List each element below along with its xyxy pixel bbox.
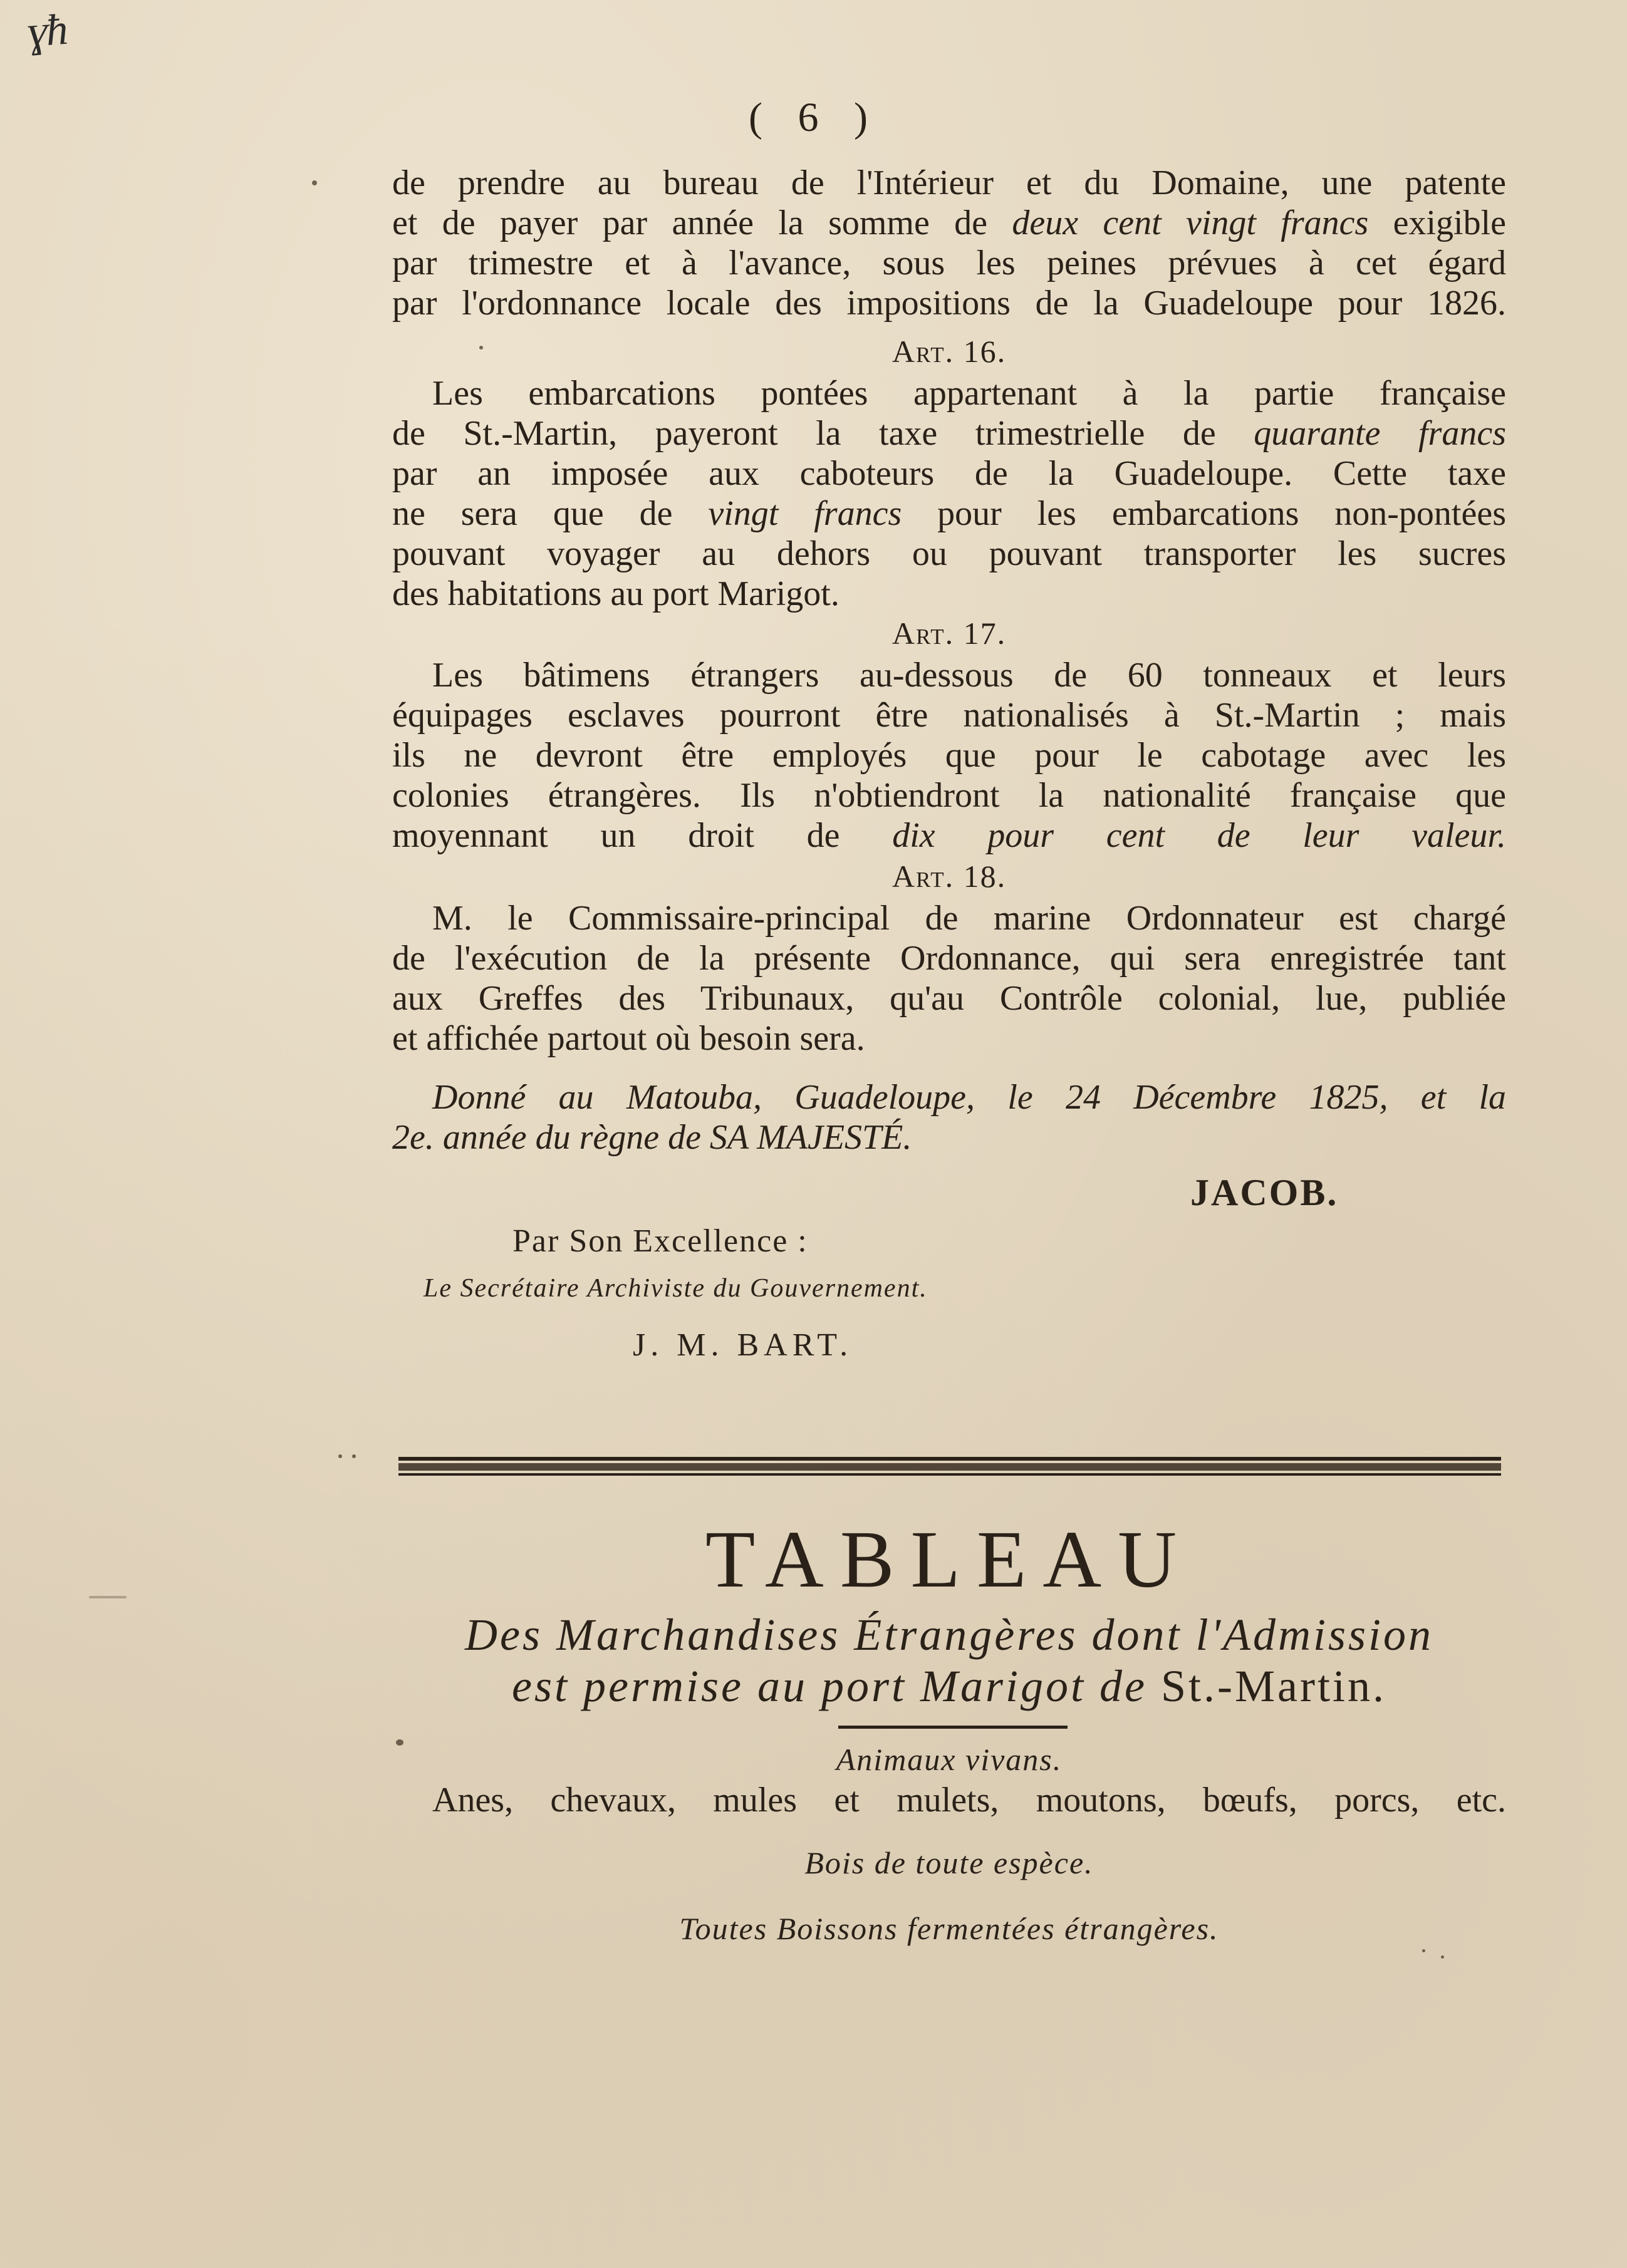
intro-paragraph xyxy=(392,163,1506,323)
art17-line-3 xyxy=(392,735,1506,775)
article-16-heading: Art. 16. xyxy=(891,334,1007,369)
intro-line-2 xyxy=(392,203,1506,243)
paper-speck xyxy=(352,1454,356,1458)
italic-amount: quarante francs xyxy=(1254,414,1506,453)
intro-line-3 xyxy=(392,243,1506,283)
art16-line-3 xyxy=(392,453,1506,494)
closing-line-1: Donné au Matouba, Guadeloupe, le 24 Décembre 1825, et la xyxy=(432,1078,1506,1117)
text-span: colonies étrangères. Ils n'obtiendront la nationalité française que xyxy=(392,776,1506,815)
signer-name: JACOB. xyxy=(1190,1172,1339,1213)
closing-paragraph xyxy=(392,1077,1506,1157)
divider-line-top xyxy=(398,1457,1501,1461)
text-span: pouvant voyager au dehors ou pouvant transporter les sucres xyxy=(392,534,1506,573)
italic-rate: dix pour cent de leur valeur. xyxy=(892,816,1506,855)
art17-line-1 xyxy=(392,655,1506,695)
art18-line-4 xyxy=(392,1018,1506,1059)
art17-line-2 xyxy=(392,695,1506,735)
corner-handwritten-mark: ɣħ xyxy=(26,5,67,57)
paper-speck xyxy=(479,346,483,350)
divider-line-middle xyxy=(398,1463,1501,1471)
text-span: ils ne devront être employés que pour le cabotage avec les xyxy=(392,736,1506,775)
secretaire-title: Le Secrétaire Archiviste du Gouvernement. xyxy=(424,1274,928,1303)
paper-speck xyxy=(1422,1949,1425,1952)
article-18-heading: Art. 18. xyxy=(891,859,1007,894)
text-span: pour les embarcations non-pontées xyxy=(902,494,1506,533)
countersigner-name: J. M. BART. xyxy=(633,1327,853,1363)
italic-amount: vingt francs xyxy=(708,494,902,533)
tableau-title: TABLEAU xyxy=(705,1515,1193,1605)
category-bois: Bois de toute espèce. xyxy=(804,1845,1094,1880)
text-span: et affichée partout où besoin sera. xyxy=(392,1019,865,1058)
text-span: de prendre au bureau de l'Intérieur et du Domaine, une patente xyxy=(392,163,1506,202)
art16-line-5 xyxy=(392,534,1506,574)
art18-line-3 xyxy=(392,978,1506,1018)
closing-line-2: 2e. année du règne de SA MAJESTÉ. xyxy=(392,1118,912,1157)
tableau-subtitle-line-1: Des Marchandises Étrangères dont l'Admission xyxy=(465,1610,1433,1660)
article-17-body xyxy=(392,655,1506,856)
text-span: de l'exécution de la présente Ordonnance, qui sera enregistrée tant xyxy=(392,939,1506,978)
paper-smudge xyxy=(89,1596,127,1598)
italic-amount: deux cent vingt francs xyxy=(1012,204,1369,242)
category-animaux-items: Anes, chevaux, mules et mulets, moutons, bœufs, porcs, etc. xyxy=(432,1781,1506,1820)
page-number: ( 6 ) xyxy=(749,95,880,140)
text-span: ne sera que de xyxy=(392,494,709,533)
paper-speck xyxy=(312,180,317,185)
art18-line-1 xyxy=(392,898,1506,938)
art17-line-4 xyxy=(392,775,1506,816)
text-span: moyennant un droit de xyxy=(392,816,893,855)
paper-speck xyxy=(1441,1955,1444,1959)
text-span: M. le Commissaire-principal de marine Ordonnateur est chargé xyxy=(432,899,1506,938)
text-span: exigible xyxy=(1368,204,1507,242)
art16-line-1 xyxy=(392,373,1506,413)
text-span: par trimestre et à l'avance, sous les peines prévues à cet égard xyxy=(392,244,1506,282)
art16-line-4 xyxy=(392,494,1506,534)
art16-line-6 xyxy=(392,574,1506,614)
article-17-heading: Art. 17. xyxy=(891,616,1007,651)
article-18-body xyxy=(392,898,1506,1059)
text-span: et de payer par année la somme de xyxy=(392,204,1012,242)
art17-line-5 xyxy=(392,816,1506,856)
text-span: par an imposée aux caboteurs de la Guadeloupe. Cette taxe xyxy=(392,454,1506,493)
tableau-short-rule xyxy=(838,1726,1068,1729)
art18-line-2 xyxy=(392,938,1506,978)
subtitle-italic-part: est permise au port Marigot de xyxy=(512,1661,1161,1711)
text-span: aux Greffes des Tribunaux, qu'au Contrôle colonial, lue, publiée xyxy=(392,979,1506,1018)
section-divider xyxy=(398,1457,1501,1476)
text-span: des habitations au port Marigot. xyxy=(392,574,839,613)
paper-speck xyxy=(396,1739,403,1746)
text-span: Les embarcations pontées appartenant à la partie française xyxy=(432,374,1506,413)
par-son-excellence: Par Son Excellence : xyxy=(512,1223,808,1259)
intro-line-4 xyxy=(392,283,1506,323)
intro-line-1 xyxy=(392,163,1506,203)
text-span: de St.-Martin, payeront la taxe trimestrielle de xyxy=(392,414,1254,453)
divider-line-bottom xyxy=(398,1473,1501,1476)
text-span: Les bâtimens étrangers au-dessous de 60 tonneaux et leurs xyxy=(432,656,1506,695)
text-span: par l'ordonnance locale des impositions de la Guadeloupe pour 1826. xyxy=(392,284,1506,323)
category-boissons: Toutes Boissons fermentées étrangères. xyxy=(679,1911,1219,1946)
article-16-body xyxy=(392,373,1506,614)
subtitle-roman-part: St.-Martin. xyxy=(1160,1661,1386,1711)
paper-speck xyxy=(338,1454,342,1458)
art16-line-2 xyxy=(392,413,1506,453)
tableau-subtitle-line-2 xyxy=(392,1661,1506,1711)
category-animaux: Animaux vivans. xyxy=(836,1742,1063,1777)
text-span: équipages esclaves pourront être nationalisés à St.-Martin ; mais xyxy=(392,696,1506,735)
